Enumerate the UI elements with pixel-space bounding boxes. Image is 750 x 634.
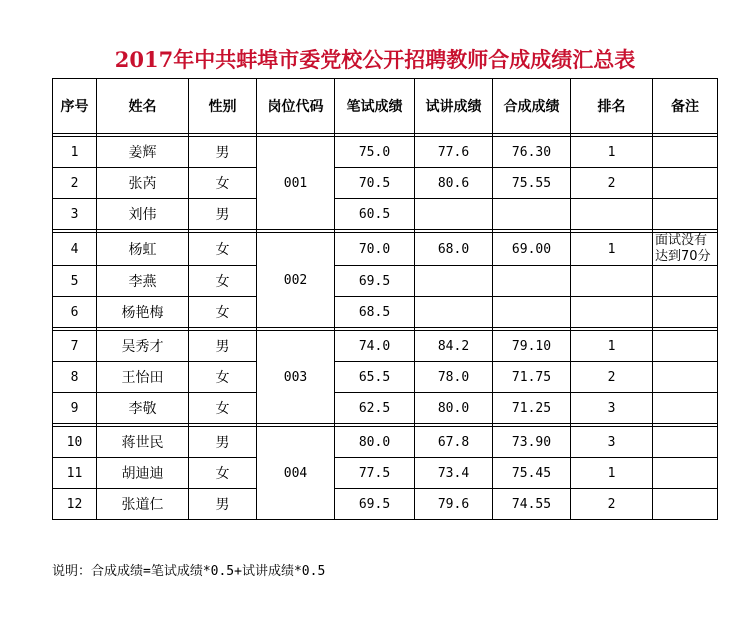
written-score-cell: 68.5: [335, 297, 415, 328]
seq-cell: 7: [53, 331, 97, 362]
name-cell: 胡迪迪: [97, 458, 189, 489]
lecture-score-cell: 80.6: [415, 168, 493, 199]
name-cell: 姜辉: [97, 137, 189, 168]
lecture-score-cell: 79.6: [415, 489, 493, 520]
table-header-row: [53, 79, 718, 134]
seq-cell: 11: [53, 458, 97, 489]
seq-cell: 12: [53, 489, 97, 520]
rank-cell: [571, 199, 653, 230]
gender-cell: 女: [189, 458, 257, 489]
lecture-score-cell: 78.0: [415, 362, 493, 393]
footnote: 说明：合成成绩=笔试成绩*0.5+试讲成绩*0.5: [52, 564, 326, 579]
written-score-cell: 77.5: [335, 458, 415, 489]
table-row: [53, 393, 718, 424]
name-cell: 李敬: [97, 393, 189, 424]
name-cell: 张道仁: [97, 489, 189, 520]
rank-cell: 1: [571, 137, 653, 168]
remark-cell: [653, 362, 718, 393]
gender-cell: 男: [189, 137, 257, 168]
name-cell: 李燕: [97, 266, 189, 297]
name-cell: 吴秀才: [97, 331, 189, 362]
written-score-cell: 74.0: [335, 331, 415, 362]
rank-cell: 3: [571, 393, 653, 424]
seq-cell: 5: [53, 266, 97, 297]
remark-cell: [653, 458, 718, 489]
written-score-cell: 60.5: [335, 199, 415, 230]
written-score-cell: 69.5: [335, 489, 415, 520]
header-seq: 序号: [53, 79, 97, 134]
name-cell: 蒋世民: [97, 427, 189, 458]
seq-cell: 9: [53, 393, 97, 424]
written-score-cell: 70.0: [335, 233, 415, 266]
table-row: [53, 427, 718, 458]
lecture-score-cell: [415, 266, 493, 297]
written-score-cell: 75.0: [335, 137, 415, 168]
rank-cell: 2: [571, 489, 653, 520]
rank-cell: 2: [571, 168, 653, 199]
remark-cell: [653, 297, 718, 328]
rank-cell: 1: [571, 331, 653, 362]
total-score-cell: 76.30: [493, 137, 571, 168]
remark-cell: 面试没有达到70分: [653, 233, 718, 266]
total-score-cell: [493, 266, 571, 297]
written-score-cell: 80.0: [335, 427, 415, 458]
total-score-cell: 75.45: [493, 458, 571, 489]
total-score-cell: 71.75: [493, 362, 571, 393]
header-lecture-score: 试讲成绩: [415, 79, 493, 134]
gender-cell: 男: [189, 331, 257, 362]
lecture-score-cell: 77.6: [415, 137, 493, 168]
remark-cell: [653, 427, 718, 458]
remark-cell: [653, 489, 718, 520]
table-row: [53, 168, 718, 199]
name-cell: 杨虹: [97, 233, 189, 266]
header-written-score: 笔试成绩: [335, 79, 415, 134]
gender-cell: 男: [189, 489, 257, 520]
post-code-cell: 002: [257, 233, 335, 328]
lecture-score-cell: [415, 199, 493, 230]
gender-cell: 女: [189, 233, 257, 266]
score-table: [52, 78, 718, 520]
header-post-code: 岗位代码: [257, 79, 335, 134]
table-row: [53, 266, 718, 297]
name-cell: 王怡田: [97, 362, 189, 393]
rank-cell: 3: [571, 427, 653, 458]
total-score-cell: 69.00: [493, 233, 571, 266]
table-row: [53, 233, 718, 266]
rank-cell: 1: [571, 458, 653, 489]
lecture-score-cell: 73.4: [415, 458, 493, 489]
remark-cell: [653, 393, 718, 424]
remark-cell: [653, 137, 718, 168]
gender-cell: 男: [189, 427, 257, 458]
seq-cell: 1: [53, 137, 97, 168]
total-score-cell: 79.10: [493, 331, 571, 362]
post-code-cell: 004: [257, 427, 335, 520]
seq-cell: 8: [53, 362, 97, 393]
remark-cell: [653, 199, 718, 230]
total-score-cell: 71.25: [493, 393, 571, 424]
rank-cell: 2: [571, 362, 653, 393]
lecture-score-cell: 84.2: [415, 331, 493, 362]
remark-cell: [653, 266, 718, 297]
table-row: [53, 199, 718, 230]
header-gender: 性别: [189, 79, 257, 134]
table-row: [53, 362, 718, 393]
total-score-cell: [493, 199, 571, 230]
name-cell: 杨艳梅: [97, 297, 189, 328]
table-row: [53, 458, 718, 489]
total-score-cell: 73.90: [493, 427, 571, 458]
written-score-cell: 70.5: [335, 168, 415, 199]
header-name: 姓名: [97, 79, 189, 134]
seq-cell: 3: [53, 199, 97, 230]
lecture-score-cell: 67.8: [415, 427, 493, 458]
rank-cell: [571, 266, 653, 297]
lecture-score-cell: 80.0: [415, 393, 493, 424]
gender-cell: 女: [189, 362, 257, 393]
name-cell: 刘伟: [97, 199, 189, 230]
post-code-cell: 003: [257, 331, 335, 424]
total-score-cell: [493, 297, 571, 328]
table-body: [53, 134, 718, 520]
gender-cell: 女: [189, 266, 257, 297]
table-row: [53, 297, 718, 328]
total-score-cell: 75.55: [493, 168, 571, 199]
total-score-cell: 74.55: [493, 489, 571, 520]
seq-cell: 4: [53, 233, 97, 266]
gender-cell: 女: [189, 393, 257, 424]
written-score-cell: 69.5: [335, 266, 415, 297]
gender-cell: 男: [189, 199, 257, 230]
seq-cell: 10: [53, 427, 97, 458]
rank-cell: 1: [571, 233, 653, 266]
remark-cell: [653, 331, 718, 362]
gender-cell: 女: [189, 168, 257, 199]
seq-cell: 6: [53, 297, 97, 328]
seq-cell: 2: [53, 168, 97, 199]
remark-cell: [653, 168, 718, 199]
table-row: [53, 137, 718, 168]
post-code-cell: 001: [257, 137, 335, 230]
header-remark: 备注: [653, 79, 718, 134]
lecture-score-cell: [415, 297, 493, 328]
lecture-score-cell: 68.0: [415, 233, 493, 266]
gender-cell: 女: [189, 297, 257, 328]
page-title: 2017年中共蚌埠市委党校公开招聘教师合成成绩汇总表: [114, 47, 636, 72]
written-score-cell: 65.5: [335, 362, 415, 393]
written-score-cell: 62.5: [335, 393, 415, 424]
name-cell: 张芮: [97, 168, 189, 199]
table-row: [53, 331, 718, 362]
rank-cell: [571, 297, 653, 328]
header-total-score: 合成成绩: [493, 79, 571, 134]
header-rank: 排名: [571, 79, 653, 134]
table-row: [53, 489, 718, 520]
